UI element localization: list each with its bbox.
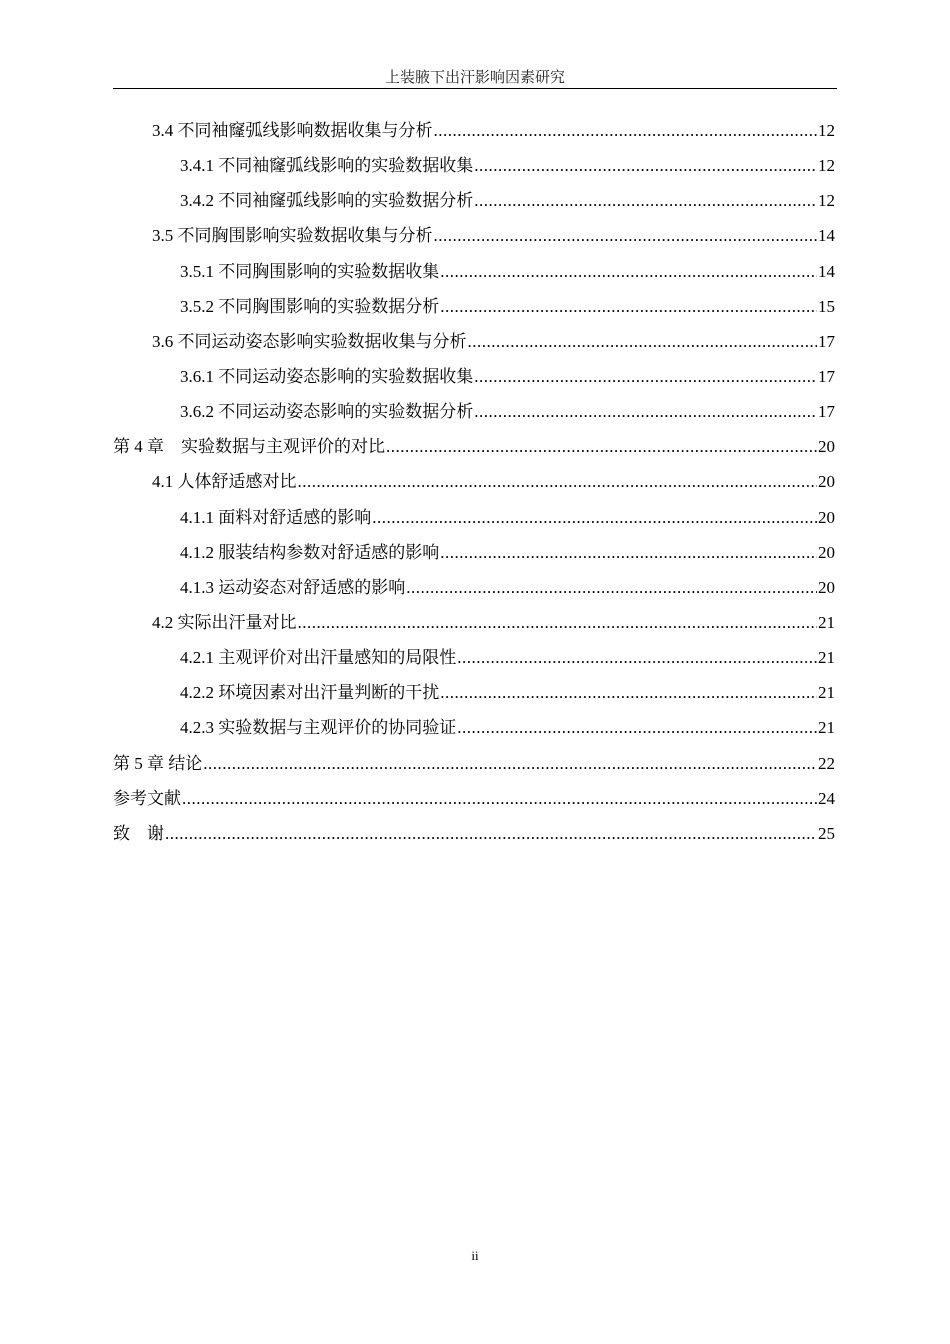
toc-entry-page: 22	[818, 753, 835, 773]
toc-entry-page: 14	[818, 226, 835, 246]
toc-entry[interactable]	[113, 640, 835, 675]
toc-entry-title: 4.1.2 服装结构参数对舒适感的影响	[180, 542, 440, 562]
toc-entry-title: 3.5.2 不同胸围影响的实验数据分析	[180, 296, 440, 316]
toc-entry-title: 4.2.1 主观评价对出汗量感知的局限性	[180, 648, 457, 668]
toc-entry-page: 25	[818, 823, 835, 843]
toc-entry[interactable]	[113, 113, 835, 148]
toc-entry-title: 3.4 不同袖窿弧线影响数据收集与分析	[152, 121, 433, 140]
toc-entry-page: 20	[818, 577, 835, 597]
toc-entry[interactable]	[113, 218, 835, 253]
toc-entry[interactable]	[113, 394, 835, 429]
toc-entry-page: 17	[818, 331, 835, 351]
toc-entry-page: 15	[818, 296, 835, 316]
toc-entry-title: 3.6.2 不同运动姿态影响的实验数据分析	[180, 402, 474, 422]
toc-entry-page: 12	[818, 191, 835, 211]
toc-entry-title: 3.5.1 不同胸围影响的实验数据收集	[180, 261, 440, 281]
dot-leader	[203, 746, 817, 781]
dot-leader	[440, 675, 817, 710]
dot-leader	[474, 148, 817, 183]
toc-entry-page: 20	[818, 542, 835, 562]
toc-entry[interactable]	[113, 324, 835, 359]
toc-entry[interactable]	[113, 464, 835, 499]
toc-entry[interactable]	[113, 746, 835, 781]
dot-leader	[457, 640, 817, 675]
toc-entry[interactable]	[113, 183, 835, 218]
dot-leader	[474, 394, 817, 429]
toc-entry[interactable]	[113, 605, 835, 640]
dot-leader	[434, 113, 818, 148]
running-header: 上装腋下出汗影响因素研究	[384, 70, 565, 86]
toc-entry-title: 致 谢	[113, 823, 164, 843]
dot-leader	[182, 781, 817, 816]
toc-entry-title: 4.2.3 实验数据与主观评价的协同验证	[180, 718, 457, 738]
toc-entry[interactable]	[113, 570, 835, 605]
toc-entry-title: 参考文献	[113, 788, 181, 808]
toc-entry-title: 4.1.3 运动姿态对舒适感的影响	[180, 577, 406, 597]
toc-entry[interactable]	[113, 675, 835, 710]
dot-leader	[440, 535, 817, 570]
toc-entry-page: 17	[818, 366, 835, 386]
toc-entry-title: 3.4.2 不同袖窿弧线影响的实验数据分析	[180, 191, 474, 211]
toc-entry-title: 第 5 章 结论	[113, 753, 203, 773]
dot-leader	[474, 183, 817, 218]
toc-entry-title: 4.2.2 环境因素对出汗量判断的干扰	[180, 683, 440, 703]
toc-entry-page: 14	[818, 261, 835, 281]
dot-leader	[474, 359, 817, 394]
toc-entry[interactable]	[113, 429, 835, 464]
toc-entry-page: 20	[818, 507, 835, 527]
toc-entry-title: 3.5 不同胸围影响实验数据收集与分析	[152, 226, 433, 246]
dot-leader	[434, 218, 818, 253]
toc-entry-title: 3.6.1 不同运动姿态影响的实验数据收集	[180, 366, 474, 386]
toc-entry-page: 20	[818, 437, 835, 457]
toc-entry-page: 21	[818, 718, 835, 738]
toc-entry-page: 21	[818, 612, 835, 632]
dot-leader	[165, 816, 817, 851]
toc-entry-page: 12	[818, 156, 835, 176]
toc-entry-page: 21	[818, 683, 835, 703]
toc-entry[interactable]	[113, 254, 835, 289]
dot-leader	[386, 429, 817, 464]
toc-entry[interactable]	[113, 781, 835, 816]
dot-leader	[440, 254, 817, 289]
dot-leader	[298, 605, 818, 640]
toc-entry-title: 4.1 人体舒适感对比	[152, 472, 297, 492]
toc-entry[interactable]	[113, 816, 835, 851]
dot-leader	[440, 289, 817, 324]
dot-leader	[457, 710, 817, 745]
toc-entry-page: 24	[818, 788, 835, 808]
toc-entry-page: 17	[818, 402, 835, 422]
page-number: ii	[471, 1248, 479, 1263]
toc-entry[interactable]	[113, 359, 835, 394]
toc-entry[interactable]	[113, 148, 835, 183]
toc-entry-title: 4.1.1 面料对舒适感的影响	[180, 507, 372, 527]
dot-leader	[468, 324, 818, 359]
toc-entry-page: 20	[818, 472, 835, 492]
toc-entry-title: 4.2 实际出汗量对比	[152, 612, 297, 632]
toc-entry-page: 12	[818, 121, 835, 140]
dot-leader	[298, 464, 818, 499]
dot-leader	[406, 570, 817, 605]
toc-entry[interactable]	[113, 535, 835, 570]
toc-entry[interactable]	[113, 710, 835, 745]
toc-entry[interactable]	[113, 500, 835, 535]
header-rule	[113, 88, 837, 89]
toc-entry-title: 3.4.1 不同袖窿弧线影响的实验数据收集	[180, 156, 474, 176]
toc-entry[interactable]	[113, 289, 835, 324]
toc-entry-title: 第 4 章 实验数据与主观评价的对比	[113, 437, 385, 457]
toc-entry-title: 3.6 不同运动姿态影响实验数据收集与分析	[152, 331, 467, 351]
dot-leader	[372, 500, 817, 535]
table-of-contents	[113, 113, 835, 851]
toc-entry-page: 21	[818, 648, 835, 668]
